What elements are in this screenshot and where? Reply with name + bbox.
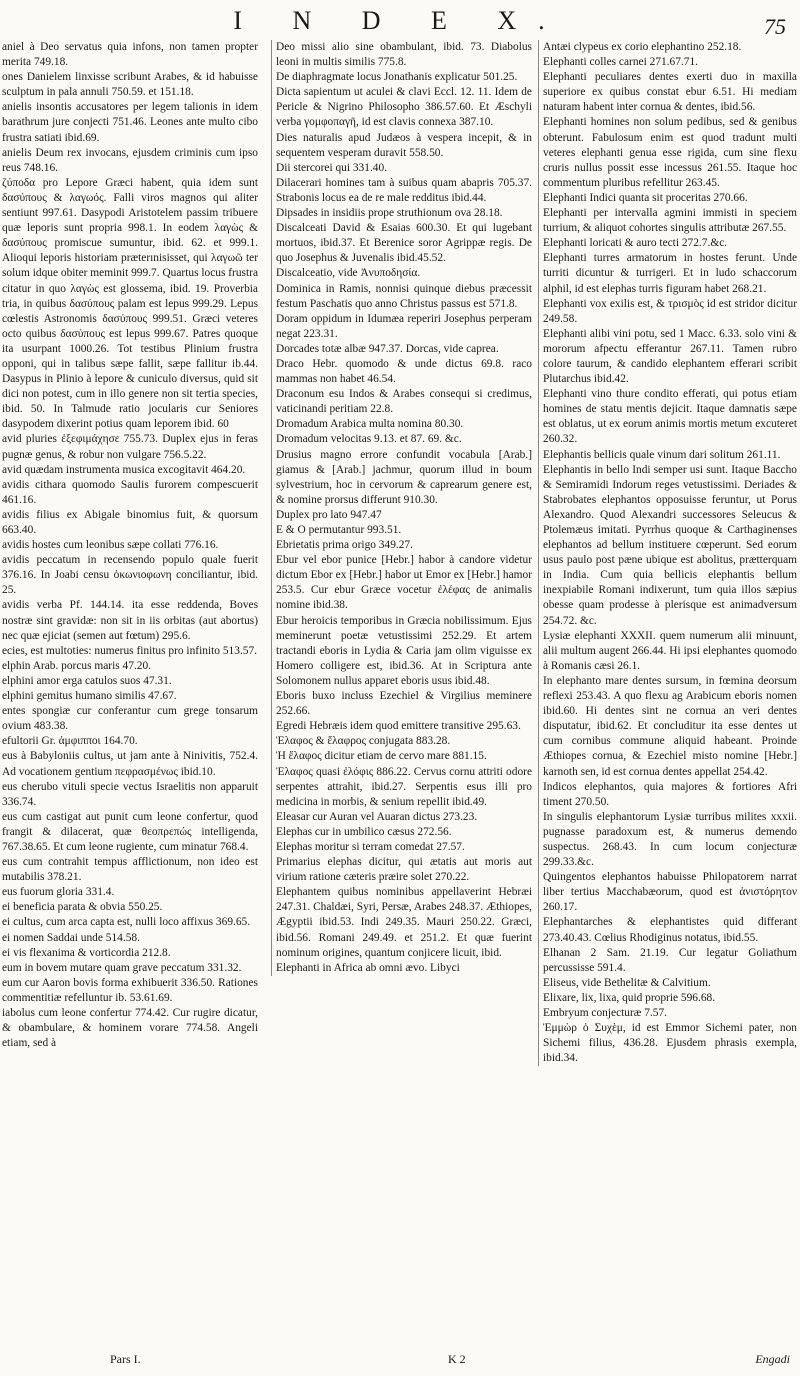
index-entry: De diaphragmate locus Jonathanis explicatur 501.25. — [276, 71, 518, 84]
index-entry: Quingentos elephantos habuisse Philopatorem narrat liber tertius Macchabæorum, quod est ἀνιστόρητον 260.17. — [543, 871, 797, 914]
index-entry: Eliseus, vide Bethelitæ & Calvitium. — [543, 976, 711, 989]
index-column-left — [2, 40, 258, 1051]
index-entry: Elephas moritur si terram comedat 27.57. — [276, 840, 465, 853]
index-entry: Elixare, lix, lixa, quid proprie 596.68. — [543, 991, 716, 1004]
index-entry: Deo missi alio sine obambulant, ibid. 73. Diabolus leoni in multis similis 775.8. — [276, 41, 532, 69]
index-entry: Dii stercorei qui 331.40. — [276, 161, 388, 174]
index-entry: entes spongiæ cur conferantur cum grege tonsarum ovium 483.38. — [2, 705, 258, 733]
index-entry: Egredi Hebræis idem quod emittere transitive 295.63. — [276, 720, 521, 733]
signature-mark: Pars I. — [110, 1352, 141, 1366]
index-entry: avid pluries ἐξεφιμάχησε 755.73. Duplex ejus in feras pugnæ genus, & robur non vulgare 756.5.22. — [2, 433, 258, 461]
index-entry: Ἐλαφος quasi ἐλόφις 886.22. Cervus cornu attriti odore serpentes attrahit, ibid.27. Serpentis esus illi pro medicina in morbis, & senium repellit ibid.49. — [276, 765, 532, 808]
index-entry: avidis peccatum in recensendo populo quale fuerit 376.16. In Joabi censu ὀκωνιοφωνη conciliantur, ibid. 25. — [2, 554, 258, 597]
index-entry: eus cherubo vituli specie vectus Israelitis non apparuit 336.74. — [2, 780, 258, 808]
index-entry: In singulis elephantorum Lysiæ turribus milites xxxii. pugnasse paradoxum est, & numerus demendo suspectus. 268.43. In cum locum conjecturæ 299.33.&c. — [543, 810, 797, 869]
index-entry: Elephanti colles carnei 271.67.71. — [543, 56, 698, 69]
index-entry: Dilacerari homines tam à suibus quam abapris 705.37. Strabonis locus ea de re male redditus ibid.44. — [276, 176, 532, 204]
index-entry: Eboris buxo incluss Ezechiel & Virgilius meminere 252.66. — [276, 690, 532, 718]
index-entry: avidis hostes cum leonibus sæpe collati 776.16. — [2, 539, 219, 552]
index-entry: avidis cithara quomodo Saulis furorem compescuerit 461.16. — [2, 478, 258, 506]
index-entry: Elhanan 2 Sam. 21.19. Cur legatur Goliathum percussisse 591.4. — [543, 946, 797, 974]
index-entry: Antæi clypeus ex corio elephantino 252.18. — [543, 41, 742, 53]
index-entry: Elephanti vox exilis est, & τρισμὸς id est stridor dicitur 249.58. — [543, 297, 797, 325]
page-header — [0, 6, 800, 42]
index-entry: avidis filius ex Abigale binomius fuit, & quorsum 663.40. — [2, 508, 258, 536]
index-entry: ei nomen Saddai unde 514.58. — [2, 931, 140, 944]
index-entry: Draconum esu Indos & Arabes consequi si credimus, vaticinandi peritiam 22.8. — [276, 388, 532, 416]
index-entry: avid quædam instrumenta musica excogitavit 464.20. — [2, 463, 246, 476]
index-entry: Elephanti peculiares dentes exerti duo in maxilla superiore ex quibus constat ebur 6.51. Hi mediam naturam habent inter cornua & dentes, ibid.56. — [543, 71, 797, 114]
index-entry: E & O permutantur 993.51. — [276, 524, 402, 536]
index-column-right — [538, 40, 797, 1066]
index-entry: Indicos elephantos, quia majores & fortiores Afri timent 270.50. — [543, 780, 797, 808]
index-entry: Draco Hebr. quomodo & unde dictus 69.8. raco mammas non habet 46.54. — [276, 357, 532, 386]
index-entry: Dominica in Ramis, nonnisi quinque diebus præcessit festum Paschatis quo anno Christus passus est 571.8. — [276, 282, 532, 310]
index-entry: Drusius magno errore confundit vocabula [Arab.] giamus & [Arab.] jachmur, quorum illud in boum sylvestrium, hoc in cervorum & caprearum genere est, & nomine prorsus differunt 910.30. — [276, 448, 532, 506]
index-entry: Ἐμμὼρ ὁ Συχὲμ, id est Emmor Sichemi pater, non Sichemi filius, 436.28. Ejusdem phrasis exempla, ibid.34. — [543, 1022, 797, 1065]
index-entry: eus à Babyloniis cultus, ut jam ante à Ninivitis, 752.4. Ad vocationem gentium πεφρασμένως ibid.10. — [2, 750, 258, 778]
catchword: Engadi — [755, 1352, 790, 1366]
index-entry: In elephanto mare dentes sursum, in fœmina deorsum reflexi 253.43. A quo flexu ag Arabicum eboris nomen ibid.60. Hi dentes sint ne cornua an veri dentes disputatur, ibid.62. Et concluditur ita esse dentes ut cum cornibus commune aliquid habeant. Proinde Æthiopes cornua, & Ezechiel misto nomine [Hebr.] karnoth sen, id est cornua dentes appellat 254.42. — [543, 674, 797, 778]
index-entry: eus fuorum gloria 331.4. — [2, 886, 115, 899]
index-entry: Elephanti Indici quanta sit proceritas 270.66. — [543, 191, 748, 204]
index-entry: Discalceati David & Esaias 600.30. Et qui lugebant mortuos, ibid.37. Et Berenice soror Agrippæ regis. De quo Josephus & Juvenalis ibid.45.52. — [276, 222, 532, 265]
index-entry: elphini amor erga catulos suos 47.31. — [2, 674, 172, 687]
index-entry: eum cur Aaron bovis forma exhibuerit 336.50. Rationes commentitiæ refelluntur ib. 53.61.69. — [2, 976, 258, 1004]
index-entry: Elephas cur in umbilico cæsus 272.56. — [276, 825, 452, 838]
index-entry: Ἡ ἔλαφος dicitur etiam de cervo mare 881.15. — [276, 750, 487, 763]
index-entry: Dromadum velocitas 9.13. et 87. 69. &c. — [276, 433, 462, 446]
index-entry: Primarius elephas dicitur, qui ætatis aut moris aut virium ratione cæteris præire solet 270.22. — [276, 856, 532, 884]
index-entry: Eleasar cur Auran vel Auaran dictus 273.23. — [276, 810, 478, 823]
index-entry: ei beneficia parata & obvia 550.25. — [2, 901, 163, 914]
index-entry: Elephantarches & elephantistes quid differant 273.40.43. Cœlius Rhodiginus notatus, ibid.55. — [543, 916, 797, 944]
index-entry: ei cultus, cum arca capta est, nulli loco affixus 369.65. — [2, 916, 251, 929]
index-entry: Dorcades totæ albæ 947.37. Dorcas, vide caprea. — [276, 342, 499, 355]
page-footer — [0, 1352, 800, 1372]
index-entry: iabolus cum leone confertur 774.42. Cur rugire dicatur, & obambulare, & hominem vorare 774.58. Angeli etiam, sed à — [2, 1007, 258, 1050]
index-entry: Elephanti per intervalla agmini immisti in speciem turrium, & aliquot cohortes singulis attributæ 267.55. — [543, 207, 797, 235]
page-title: I N D E X. — [233, 6, 567, 35]
index-entry: Elephantis in bello Indi semper usi sunt. Itaque Baccho & Semiramidi Indorum reges vetustissimi. Deriades & Stabrobates elephantos opposuisse feruntur, ut Porus Alexandro. Quod Alexandri successores Seleucus & Ptolemæus imitati. Pyrrhus quoque & Carthaginenses elephantos ad bellum instituere cœperunt. Sed eorum usus paulo post pæne ubique est abolitus, prætterquam in India. Cum quia bellicis elephantis bellum inexpiabile Romani indixerunt, tum quia illos sæpius obesse quam prodesse à plerisque est animadversum 254.72. &c. — [543, 463, 797, 627]
index-entry: ζύποδα pro Lepore Græci habent, quia idem sunt δασύπους & λαγωός. Falli viros magnos qui aliter sentiunt 997.61. Dasypodi Aristotelem passim tribuere quæ leporis sunt propria 998.1. In eodem λαγὼς & δασύπους promiscue sumuntur, ibid. 62. et 999.1. Alioqui leporis historiam præterınisisset, qui λαγωῶ ter solum idque obiter meminit 999.7. Quartus locus frustra citatur in quo λαγὼς est glossema, ibid. 19. Proverbia tria, in quibus δασύπους palam est lepus 999.29. Lepus cœlestis Astronomis δασύπους 999.51. Græci veteres octo quibus δασύπους est lepus 999.67. Patres quoque ita usurpant 1000.26. Tot testibus Plinium frustra opponi, qui in talibus sæpe fallit, sæpe fallitur ib.44. Dasypus in Plinio à lepore & cuniculo diversus, quid sit dici non potest, cum in illo genere non sit tertia species, ibid. 50. In Talmude ratio jocularis cur Seniores dasypodem dixerint potius quam leporem ibid. 60 — [2, 176, 258, 431]
index-entry: elphin Arab. porcus maris 47.20. — [2, 659, 152, 672]
index-entry: Elephantem quibus nominibus appellaverint Hebræi 247.31. Chaldæi, Syri, Persæ, Arabes 248.37. Æthiopes, Ægyptii ibid.53. Indi 249.35. Mauri 250.22. Græci, ibid.56. Romani 249.49. et 251.2. Et quæ fuerint nominum origines, quantum conjicere licuit, ibid. — [276, 886, 532, 959]
index-entry: eum in bovem mutare quam grave peccatum 331.32. — [2, 961, 242, 974]
index-entry: Doram oppidum in Idumæa reperiri Josephus perperam negat 223.31. — [276, 312, 532, 340]
index-entry: Ebur heroicis temporibus in Græcia nobilissimum. Ejus meminerunt poetæ vetustissimi 252.29. Et artem tractandi eboris in Lydia & Caria jam olim viguisse ex Homero colligere est, ibid.36. At in Scriptura ante Solomonem nullus apparet eboris usus ibid.48. — [276, 614, 532, 687]
index-entry: anielis insontis accusatores per legem talionis in idem barathrum jure conjecti 751.46. Leones ante multo cibo frustra satiati ibid.69. — [2, 101, 258, 144]
index-entry: Duplex pro lato 947.47 — [276, 508, 382, 521]
index-entry: aniel à Deo servatus quia infons, non tamen propter merita 749.18. — [2, 41, 258, 69]
index-entry: Discalceatio, vide Ἀνυποδησία. — [276, 267, 421, 280]
index-entry: Embryum conjecturæ 7.57. — [543, 1007, 668, 1019]
index-entry: avidis verba Pf. 144.14. ita esse reddenda, Boves nostræ sint gravidæ: non sit in iis orbitas (aut abortus) nec quæ ejiciat (semen aut fœtum) 295.6. — [2, 599, 258, 642]
index-entry: Elephanti loricati & auro tecti 272.7.&c. — [543, 237, 728, 250]
index-entry: Elephantis bellicis quale vinum dari solitum 261.11. — [543, 448, 781, 461]
index-entry: eus cum castigat aut punit cum leone confertur, quod frangit & dilacerat, quæ θεοπρεπώς intelligenda, 767.38.65. Et cum leone rugiente, cum minatur 768.4. — [2, 810, 258, 853]
index-entry: ones Danielem linxisse scribunt Arabes, & id habuisse sculptum in pala annuli 750.59. et 151.18. — [2, 71, 258, 99]
index-entry: anielis Deum rex invocans, ejusdem criminis cum ipso reus 748.16. — [2, 146, 258, 174]
index-entry: Elephanti alibi vini potu, sed 1 Macc. 6.33. solo vini & mororum afpectu efferantur 267.11. Tamen rubro colore taurum, & candido elephantem efferari scribit Plutarchus ibid.42. — [543, 327, 797, 386]
index-entry: Elephanti in Africa ab omni ævo. Libyci — [276, 961, 460, 974]
page-number: 75 — [764, 14, 786, 39]
index-entry: eus cum contrahit tempus afflictionum, non ideo est mutabilis 378.21. — [2, 856, 258, 884]
index-entry: efultorii Gr. ἀμφιπποι 164.70. — [2, 735, 138, 748]
index-entry: ei vis flexanima & vorticordia 212.8. — [2, 946, 171, 959]
index-entry: Ἐλαφος & ἔλαφρος conjugata 883.28. — [276, 735, 451, 748]
index-entry: Lysiæ elephanti XXXII. quem numerum alii minuunt, alii multum augent 266.44. Hi ipsi elephantes quomodo à Romanis cæsi 26.1. — [543, 629, 797, 672]
index-entry: Dipsades in insidiis prope struthionum ova 28.18. — [276, 207, 503, 220]
index-entry: Dromadum Arabica multa nomina 80.30. — [276, 418, 464, 431]
index-entry: Elephanti homines non solum pedibus, sed & genibus obterunt. Fabulosum enim est quod tradunt multi veteres elephanti genua esse rigida, cum sine flexu cruris nullus possit esse incessus 261.55. Itaque hoc commentum pluribus refellitur 263.45. — [543, 116, 797, 189]
index-entry: elphini gemitus humano similis 47.67. — [2, 690, 177, 703]
index-entry: ecies, est multoties: numerus finitus pro infinito 513.57. — [2, 644, 257, 657]
index-entry: Elephanti turres armatorum in hostes ferunt. Unde turriti dicuntur & turrigeri. Et in ludo schaccorum alphil, id est elephas turris figuram habet 268.21. — [543, 252, 797, 295]
index-entry: Dicta sapientum ut aculei & clavi Eccl. 12. 11. Idem de Pericle & Nigrino Philosopho 386.57.60. Et Æschyli verba γομφοπαγῆ, id est clavis connexa 387.10. — [276, 86, 532, 129]
index-entry: Elephanti vino thure condito efferati, qui potus etiam homines de statu mentis dejicit. Itaque damnatis sæpe est oblatus, ut ex eorum animis mortis metum excuteret 260.32. — [543, 388, 797, 446]
gathering-mark: K 2 — [448, 1352, 466, 1366]
index-entry: Ebrietatis prima origo 349.27. — [276, 539, 413, 552]
index-entry: Ebur vel ebor punice [Hebr.] habor à candore videtur dictum Ebor ex [Hebr.] habor ut Emor ex [Hebr.] hamor 253.5. Cur ebur Græce vocetur ἐλέφας de animalis nomine ibid.38. — [276, 554, 532, 612]
index-column-middle — [271, 40, 532, 976]
index-entry: Dies naturalis apud Judæos à vespera incepit, & in sequentem vesperam duravit 558.50. — [276, 131, 532, 159]
